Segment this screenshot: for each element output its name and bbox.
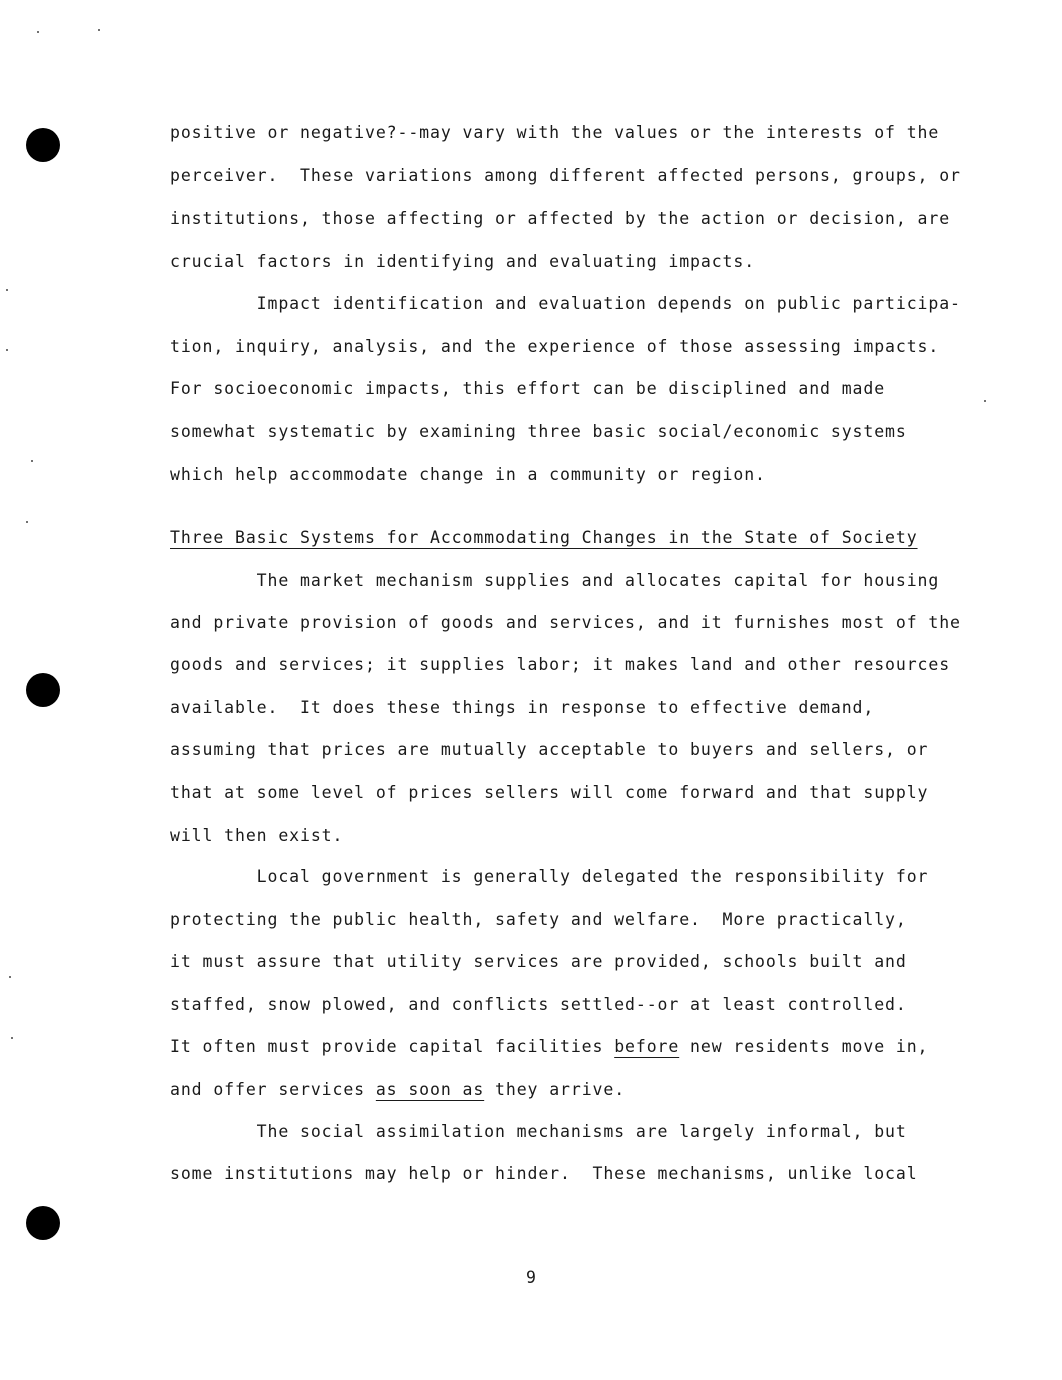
text-line: goods and services; it supplies labor; it makes land and other resources	[170, 655, 951, 674]
scan-speck	[31, 460, 33, 462]
text-line: institutions, those affecting or affected by the action or decision, are	[170, 209, 951, 228]
text-line: it must assure that utility services are provided, schools built and	[170, 952, 907, 971]
punch-hole-bottom	[26, 1206, 60, 1240]
text-line: will then exist.	[170, 826, 344, 845]
scan-speck	[98, 29, 100, 31]
text-line	[170, 1037, 928, 1057]
text-line: For socioeconomic impacts, this effort can be disciplined and made	[170, 379, 886, 398]
text-segment: It often must provide capital facilities	[170, 1037, 615, 1056]
scan-speck	[37, 31, 39, 33]
text-segment: and offer services	[170, 1080, 376, 1099]
text-segment: they arrive.	[484, 1080, 626, 1099]
text-line: staffed, snow plowed, and conflicts settled--or at least controlled.	[170, 995, 907, 1014]
text-line: which help accommodate change in a community or region.	[170, 465, 766, 484]
text-line: Local government is generally delegated the responsibility for	[170, 867, 929, 886]
scan-speck	[26, 521, 28, 523]
scan-speck	[11, 1037, 13, 1039]
text-line: Impact identification and evaluation depends on public participa-	[170, 294, 961, 313]
text-line: somewhat systematic by examining three basic social/economic systems	[170, 422, 907, 441]
section-heading: Three Basic Systems for Accommodating Changes in the State of Society	[170, 528, 918, 547]
text-line: perceiver. These variations among different affected persons, groups, or	[170, 166, 961, 185]
text-line: that at some level of prices sellers will come forward and that supply	[170, 783, 929, 802]
text-line: The market mechanism supplies and allocates capital for housing	[170, 571, 940, 590]
text-line: assuming that prices are mutually acceptable to buyers and sellers, or	[170, 740, 929, 759]
text-line: positive or negative?--may vary with the values or the interests of the	[170, 123, 940, 142]
text-line: crucial factors in identifying and evaluating impacts.	[170, 252, 756, 271]
underlined-phrase: as soon as	[375, 1080, 485, 1099]
text-line: The social assimilation mechanisms are largely informal, but	[170, 1122, 907, 1141]
scan-speck	[6, 349, 8, 351]
text-line	[170, 1080, 625, 1100]
text-line: tion, inquiry, analysis, and the experience of those assessing impacts.	[170, 337, 940, 356]
page-number: 9	[526, 1268, 536, 1287]
text-line: available. It does these things in response to effective demand,	[170, 698, 875, 717]
text-line: protecting the public health, safety and welfare. More practically,	[170, 910, 907, 929]
text-line: some institutions may help or hinder. These mechanisms, unlike local	[170, 1164, 918, 1183]
text-line: and private provision of goods and services, and it furnishes most of the	[170, 613, 961, 632]
text-segment: new residents move in,	[679, 1037, 929, 1056]
scan-speck	[6, 289, 8, 291]
scan-speck	[9, 976, 11, 978]
scan-speck	[984, 400, 986, 402]
punch-hole-top	[26, 128, 60, 162]
underlined-word: before	[614, 1037, 680, 1056]
punch-hole-middle	[26, 673, 60, 707]
